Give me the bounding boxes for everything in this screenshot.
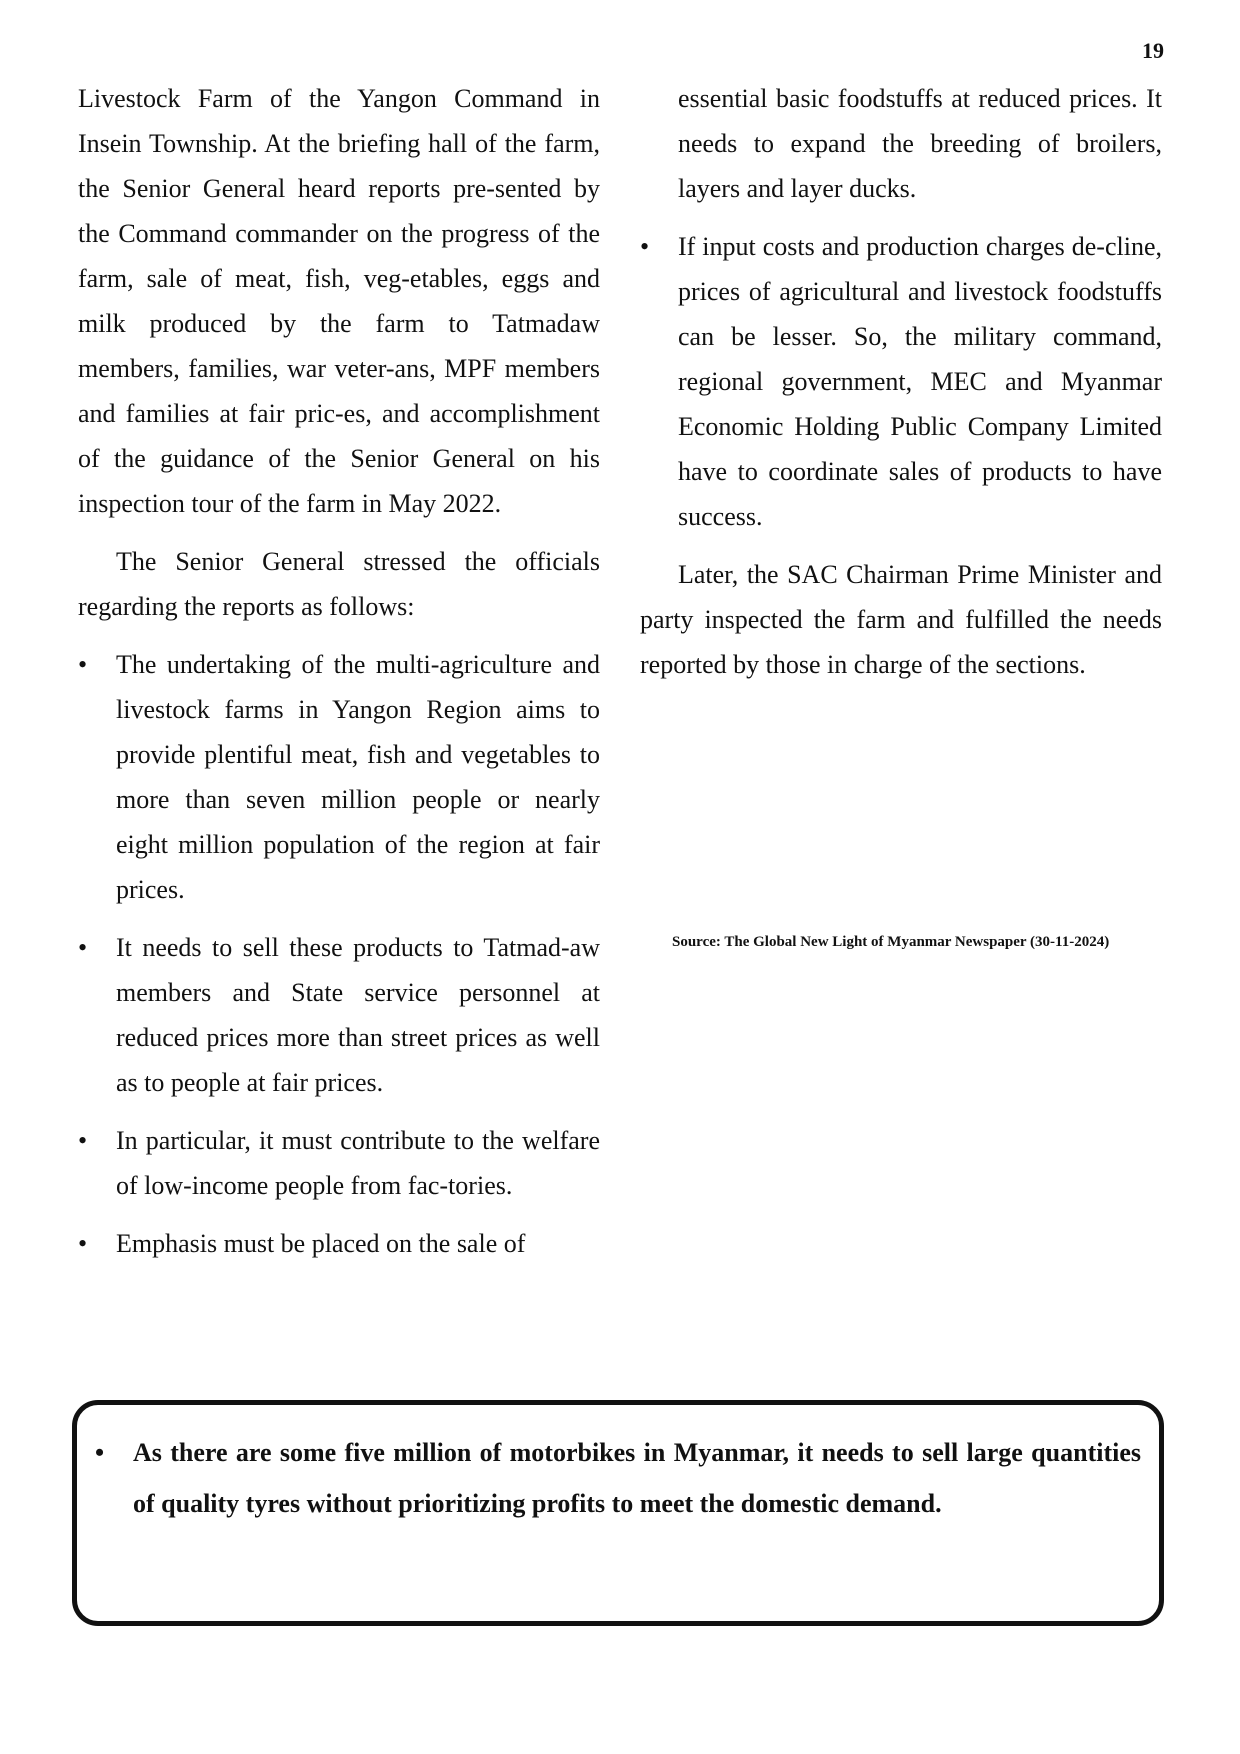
left-bullet-list	[78, 642, 600, 1266]
bullet-item	[78, 1221, 600, 1266]
stress-paragraph: The Senior General stressed the officials regarding the reports as follows:	[78, 547, 600, 621]
left-column	[78, 76, 600, 1279]
bullet-text: essential basic foodstuffs at reduced prices. It needs to expand the breeding of broilers, layers and layer ducks.	[678, 84, 1162, 203]
bullet-icon: •	[78, 933, 88, 962]
bullet-icon: •	[95, 1438, 105, 1467]
right-column	[640, 76, 1162, 700]
source-citation: Source: The Global New Light of Myanmar Newspaper (30-11-2024)	[672, 934, 1110, 950]
bullet-icon: •	[78, 1229, 88, 1258]
callout-bullet-item	[95, 1427, 1141, 1529]
bullet-text: It needs to sell these products to Tatmad-aw members and State service personnel at reduced prices more than street prices as well as to people at fair prices.	[116, 933, 600, 1097]
bullet-text: If input costs and production charges de-cline, prices of agricultural and livestock foodstuffs can be lesser. So, the military command, regional government, MEC and Myanmar Economic Holding Public Company Limited have to coordinate sales of products to have success.	[678, 232, 1162, 531]
bullet-item	[640, 224, 1162, 539]
bullet-item	[78, 642, 600, 912]
bullet-icon: •	[78, 1126, 88, 1155]
closing-paragraph: Later, the SAC Chairman Prime Minister and party inspected the farm and fulfilled the needs reported by those in charge of the sections.	[640, 560, 1162, 679]
bullet-text: In particular, it must contribute to the welfare of low-income people from fac-tories.	[116, 1126, 600, 1200]
bullet-icon: •	[78, 650, 88, 679]
bullet-item	[78, 1118, 600, 1208]
bullet-continuation	[640, 76, 1162, 211]
callout-bullet-list	[95, 1427, 1141, 1542]
page-number: 19	[1142, 38, 1164, 63]
intro-paragraph: Livestock Farm of the Yangon Command in Insein Township. At the briefing hall of the farm, the Senior General heard reports pre-sented by the Command commander on the progress of the farm, sale of meat, fish, veg-etables, eggs and milk produced by the farm to Tatmadaw members, families, war veter-ans, MPF members and families at fair pric-es, and accomplishment of the guidance of the Senior General on his inspection tour of the farm in May 2022.	[78, 84, 600, 518]
bullet-icon: •	[640, 232, 650, 261]
right-bullet-list	[640, 76, 1162, 539]
bullet-text: Emphasis must be placed on the sale of	[116, 1229, 526, 1258]
bullet-item	[78, 925, 600, 1105]
callout-box	[72, 1400, 1164, 1626]
bullet-text: The undertaking of the multi-agriculture and livestock farms in Yangon Region aims to provide plentiful meat, fish and vegetables to more than seven million people or nearly eight million population of the region at fair prices.	[116, 650, 600, 904]
callout-text: As there are some five million of motorbikes in Myanmar, it needs to sell large quantities of quality tyres without prioritizing profits to meet the domestic demand.	[133, 1438, 1141, 1518]
